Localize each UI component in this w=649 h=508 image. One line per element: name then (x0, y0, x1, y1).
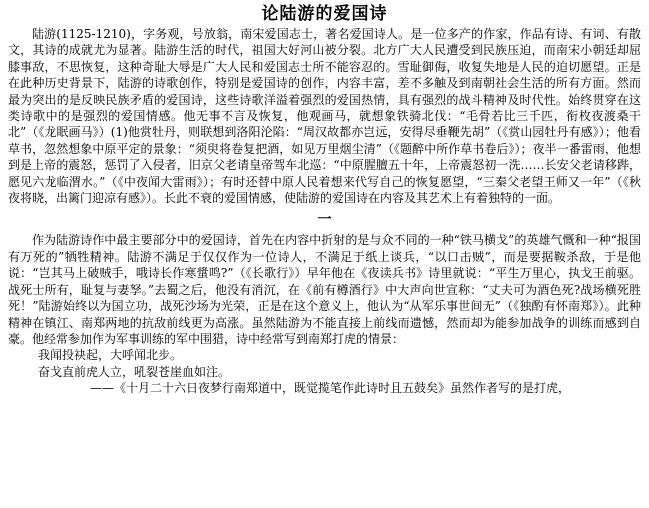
poem-line-2: 奋戈直前虎人立，吼裂苍崖血如注。 (38, 364, 231, 379)
poem-line-1: 我闻投袂起，大呼闻北步。 (38, 348, 183, 363)
body-paragraph-2: 作为陆游诗作中最主要部分中的爱国诗，首先在内容中折射的是与众不同的一种“铁马横戈”的英雄气慨和一种“报国有万死的”牺牲精神。陆游不满足于仅仅作为一位诗人，不满足于纸上谈兵，“以口击贼”，而是要据鞍杀敌，于是他说：“岂其马上破贼手，哦诗长作寒螀鸣?”（《长歌行》）早年他在《夜读兵书》诗里就说：“平生万里心，执戈王前驱。战死士所有，耻复与妻孥。”去蜀之后，他没有消沉，在《前有樽酒行》中大声向世宣称：“丈夫可为酒色死?战场横死胜死！”陆游始终以为国立功，战死沙场为光荣，正是在这个意义上，他认为“从军乐事世间无”（《独酌有怀南郑》）。此种精神在镇江、南郑两地的抗敌前线更为高涨。虽然陆游为不能直接上前线而遗憾，然而却为能参加战争的训练而感到自豪。他经常参加作为军事训练的军中围猎，诗中经常写到南郑打虎的情景： (8, 233, 641, 346)
article-title: 论陆游的爱国诗 (261, 4, 388, 24)
poem-citation: ——《十月二十六日夜梦行南郑道中，既觉揽笔作此诗时且五鼓矣》虽然作者写的是打虎， (90, 381, 571, 396)
intro-paragraph: 陆游(1125-1210)，字务观，号放翁，南宋爱国志士，著名爱国诗人。是一位多产的作家，作品有诗、有词、有散文，其诗的成就尤为显著。陆游生活的时代，祖国大好河山被分裂。北方广大人民遭受到民族压迫，而南宋小朝廷却屈膝事敌，不思恢复，这种奇耻大辱是广大人民和爱国志士所不能容忍的。雪耻御侮，收复失地是人民的迫切愿望。正是在此种历史背景下，陆游的诗歌创作，特别是爱国诗的创作，内容丰富，差不多触及到南朝社会生活的所有方面。然而最为突出的是反映民族矛盾的爱国诗，这些诗歌洋溢着强烈的爱国热情，具有强烈的战斗精神及时代性。始终贯穿在这类诗歌中的是强烈的爱国情感。他无事不言及恢复，他观画马，就想象铁骑北伐：“毛骨若比三千匹，衔枚夜渡桑干北”（《龙眠画马》）(1)他赏牡丹，则联想到洛阳沦陷：“周汉故都亦岂远，安得尽垂鞭先胡”（《赏山园牡丹有感》）；他看草书，忽然想象中原平定的景象：“须臾将卷复把酒，如见万里烟尘清”（《题醉中所作草书卷后》）；夜半一番雷雨，他想到是上帝的震怒，惩罚了入侵者，旧京父老请皇帝驾车北巡：“中原腥膻五十年，上帝震怒初一洗……长安父老请移跸，愿见六龙临渭水。”（《中夜闻大雷雨》）；有时还替中原人民着想来代写自己的恢复愿望，“三秦父老望王师又一年”（《秋夜将晓，出篱门迎凉有感》）。长此不衰的爱国情感，使陆游的爱国诗在内容及其艺术上有着独特的一面。 (8, 27, 641, 206)
section-heading-one: 一 (317, 212, 332, 229)
